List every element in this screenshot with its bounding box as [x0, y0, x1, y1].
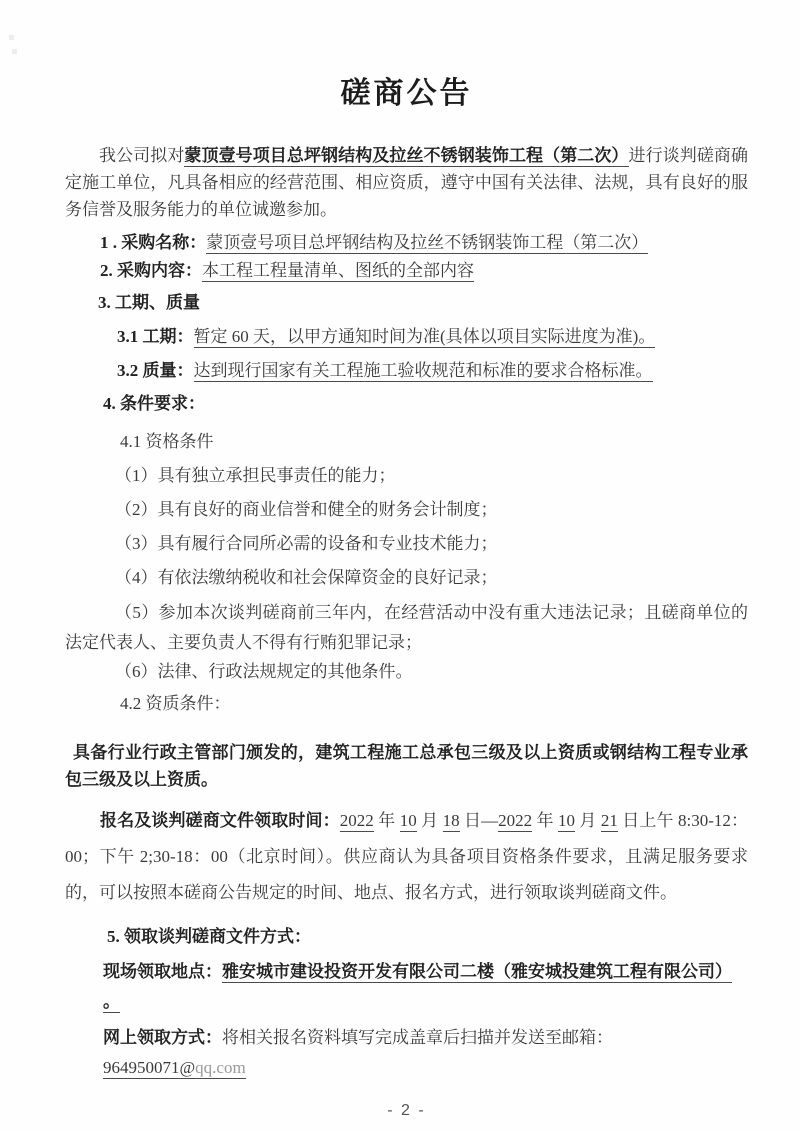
procurement-content-label: 2. 采购内容： — [100, 260, 202, 280]
duration-label: 3.1 工期： — [117, 327, 194, 346]
requirements-heading: 4. 条件要求： — [103, 394, 205, 413]
collection-day-start: 18 — [442, 811, 460, 830]
collection-method-heading: 5. 领取谈判磋商文件方式： — [107, 927, 311, 946]
collection-time-label: 报名及谈判磋商文件领取时间： — [100, 811, 340, 830]
collection-time-text: 年 — [532, 811, 558, 830]
collection-time-text: 月 — [574, 811, 601, 830]
schedule-heading: 3. 工期、质量 — [98, 293, 200, 312]
condition-item: （1）具有独立承担民事责任的能力； — [115, 466, 396, 485]
onsite-pickup-label: 现场领取地点： — [103, 962, 222, 981]
procurement-name-value: 蒙顶壹号项目总坪钢结构及拉丝不锈钢装饰工程（第二次） — [206, 233, 649, 252]
collection-time-text: 月 — [416, 811, 443, 830]
credential-text: 具备行业行政主管部门颁发的，建筑工程施工总承包三级及以上资质或钢结构工程专业承包三级及以上资质。 — [65, 743, 748, 789]
collection-time-text: 年 — [373, 811, 400, 830]
email-domain-part: qq.com — [195, 1058, 246, 1077]
duration-row — [117, 323, 748, 350]
document-content — [0, 74, 800, 1124]
condition-item: （6）法律、行政法规规定的其他条件。 — [115, 662, 413, 681]
collection-day-end: 21 — [600, 811, 618, 830]
collection-time-paragraph — [65, 803, 748, 911]
onsite-pickup-value: 雅安城市建设投资开发有限公司二楼（雅安城投建筑工程有限公司） 。 — [103, 962, 732, 1011]
email-user-part: 964950071@ — [103, 1058, 196, 1077]
quality-label: 3.2 质量： — [117, 361, 194, 380]
qualification-heading: 4.1 资格条件 — [120, 432, 214, 451]
procurement-items — [65, 229, 748, 284]
procurement-name-label: 1 . 采购名称： — [100, 233, 207, 252]
onsite-pickup-row — [103, 957, 748, 1017]
scan-noise-mark — [9, 35, 14, 40]
quality-value: 达到现行国家有关工程施工验收规范和标准的要求合格标准。 — [193, 361, 653, 380]
scan-noise-mark — [12, 49, 17, 54]
procurement-content-value: 本工程工程量清单、图纸的全部内容 — [202, 260, 474, 280]
duration-value: 暂定 60 天，以甲方通知时间为准(具体以项目实际进度为准)。 — [193, 327, 656, 346]
condition-item: （3）具有履行合同所必需的设备和专业技术能力； — [115, 534, 498, 553]
collection-time-tail: 日上午 8:30-12：00；下午 2;30-18：00（北京时间）。供应商认为具备项目资格条件要求，且满足服务要求的，可以按照本磋商公告规定的时间、地点、报名方式，进行领取谈判磋商文件。 — [65, 811, 749, 902]
online-pickup-text: 将相关报名资料填写完成盖章后扫描并发送至邮箱： — [222, 1028, 613, 1047]
page-title: 磋商公告 — [340, 77, 473, 110]
procurement-name-row — [100, 229, 748, 257]
intro-project-name: 蒙顶壹号项目总坪钢结构及拉丝不锈钢装饰工程（第二次） — [184, 146, 629, 165]
online-pickup-row — [103, 1023, 748, 1083]
condition-item: （5）参加本次谈判磋商前三年内，在经营活动中没有重大违法记录；且磋商单位的法定代表人、主要负责人不得有行贿犯罪记录； — [65, 603, 748, 652]
condition-item: （4）有依法缴纳税收和社会保障资金的良好记录； — [115, 568, 498, 587]
contact-email — [103, 1058, 246, 1079]
quality-row — [117, 357, 748, 384]
procurement-content-row — [100, 257, 748, 285]
collection-year-end: 2022 — [498, 811, 533, 830]
collection-year-start: 2022 — [339, 811, 374, 830]
condition-item: （2）具有良好的商业信誉和健全的财务会计制度； — [115, 500, 498, 519]
credential-heading: 4.2 资质条件： — [120, 694, 231, 713]
intro-paragraph — [65, 142, 748, 223]
collection-month-end: 10 — [557, 811, 575, 830]
online-pickup-label: 网上领取方式： — [103, 1028, 222, 1047]
page-number: - 2 - — [387, 1102, 426, 1119]
collection-time-text: 日— — [459, 811, 499, 830]
intro-tail: 进行谈判磋商确定施工单位，凡具备相应的经营范围、相应资质，遵守中国有关法律、法规，具有良好的服务信誉及服务能力的单位诚邀参加。 — [65, 146, 749, 219]
intro-lead: 我公司拟对 — [99, 146, 185, 165]
collection-month-start: 10 — [399, 811, 417, 830]
